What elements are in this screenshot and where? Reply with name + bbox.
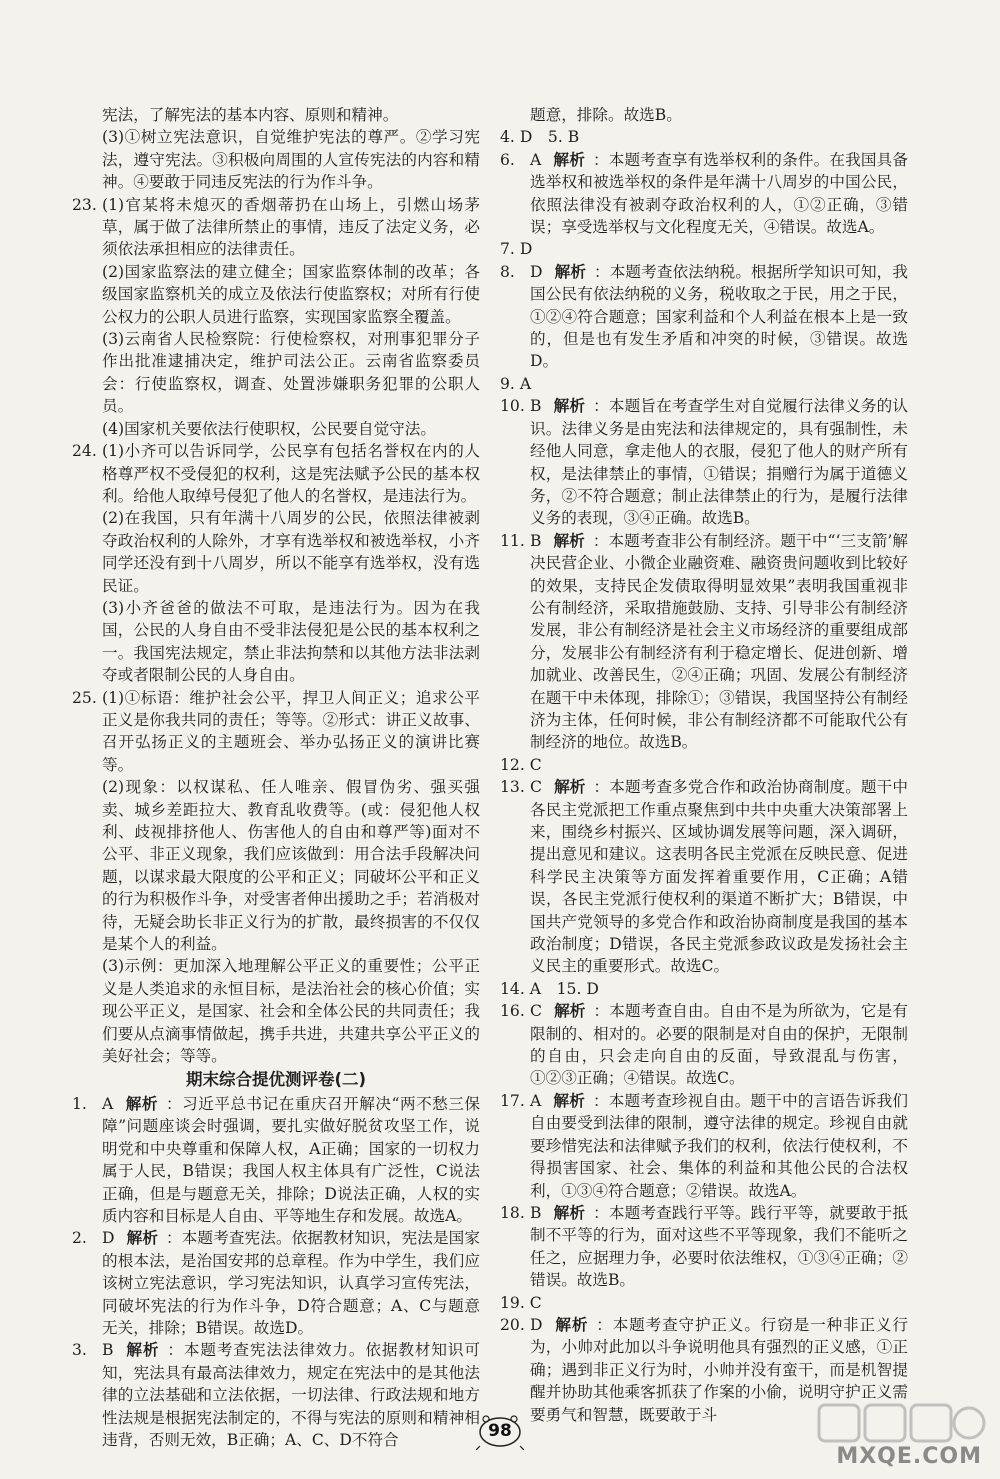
analysis-label: 解析 — [553, 1002, 586, 1021]
answer-letter: A — [530, 150, 542, 169]
question-number: 13. — [500, 778, 525, 797]
answer-part: (3)小齐爸爸的做法不可取，是违法行为。因为在我国，公民的人身自由不受非法侵犯是公民的基本权利之一。我国宪法规定，禁止非法拘禁和以其他方法非法剥夺或者限制公民的人身自由。 — [102, 598, 480, 685]
paragraph: 宪法，了解宪法的基本内容、原则和精神。 — [102, 106, 399, 124]
analysis-text: ：本题考查依法纳税。根据所学知识可知，我国公民有依法纳税的义务，税收取之于民，用之于民，①②④符合题意；国家利益和个人利益在根本上是一致的，但是也有发生矛盾和冲突的时候，③错误。故选D。 — [530, 262, 908, 371]
question-number: 1. — [72, 1094, 87, 1113]
analysis-label: 解析 — [125, 1341, 160, 1360]
short-answers: 4. D 5. B — [500, 128, 580, 147]
question-2 — [72, 1227, 480, 1339]
answer-letter: D — [102, 1229, 115, 1248]
question-16 — [500, 1000, 908, 1090]
question-13 — [500, 776, 908, 978]
answer-part: (2)在我国，只有年满十八周岁的公民，依照法律被剥夺政治权利的人除外，才享有选举权和被选举权，小齐同学还没有到十八周岁，所以不能享有选举权，没有选民证。 — [102, 509, 480, 595]
answer-letter: A — [102, 1094, 114, 1113]
analysis-text: ：本题旨在考查学生对自觉履行法律义务的认识。法律义务是由宪法和法律规定的，具有强制性，未经他人同意，拿走他人的衣服，侵犯了他人的财产所有权，是法律禁止的事情，①错误；捐赠行为属于道德义务，②不符合题意；制止法律禁止的行为，是履行法律义务的表现，③④正确。故选B。 — [530, 397, 908, 528]
answer-part: (2)现象：以权谋私、任人唯亲、假冒伪劣、强买强卖、城乡差距拉大、教育乱收费等。(或：侵犯他人权利、歧视排挤他人、伤害他人的自由和尊严等)面对不公平、非正义现象，我们应该做到：用合法手段解决问题，以谋求最大限度的公平和正义；同破坏公平和正义的行为积极作斗争，对受害者伸出援助之手；若消极对待，无疑会助长非正义行为的扩散，最终损害的不仅仅是某个人的利益。 — [102, 778, 480, 954]
short-answers: 12. C — [500, 755, 542, 774]
question-number: 23. — [72, 195, 97, 214]
answer-part: (1)①标语：维护社会公平，捍卫人间正义；追求公平正义是你我共同的责任；等等。②形式：讲正义故事、召开弘扬正义的主题班会、举办弘扬正义的演讲比赛等。 — [102, 688, 480, 774]
analysis-label: 解析 — [125, 1094, 158, 1113]
analysis-text: ：本题考查宪法。依据教材知识，宪法是国家的根本法，是治国安邦的总章程。作为中学生，我们应该树立宪法意识，学习宪法知识，认真学习宣传宪法，同破坏宪法的行为作斗争，D符合题意；A、C与题意无关，排除；B错误。故选D。 — [102, 1229, 480, 1337]
paragraph: 题意，排除。故选B。 — [530, 106, 682, 124]
question-18 — [500, 1202, 908, 1292]
question-number: 20. — [500, 1315, 525, 1334]
watermark-text: MXQE.COM — [836, 1444, 982, 1469]
analysis-label: 解析 — [553, 1203, 586, 1222]
question-8 — [500, 261, 908, 373]
question-1 — [72, 1093, 480, 1227]
answer-letter: B — [530, 1203, 542, 1222]
answer-part: (2)国家监察法的建立健全；国家监察体制的改革；各级国家监察机关的成立及依法行使监察权；对所有行使公权力的公职人员进行监察，实现国家监察全覆盖。 — [102, 262, 480, 326]
analysis-label: 解析 — [554, 262, 587, 281]
question-number: 16. — [500, 1002, 525, 1021]
question-number: 3. — [72, 1341, 87, 1360]
answer-part: (4)国家机关要依法行使职权，公民要自觉守法。 — [102, 419, 436, 438]
answer-letter: B — [530, 531, 542, 550]
answer-letter: D — [530, 1315, 543, 1334]
analysis-label: 解析 — [553, 150, 585, 169]
question-number: 10. — [500, 397, 525, 416]
answer-part: (1)小齐可以告诉同学，公民享有包括名誉权在内的人格尊严权不受侵犯的权利，这是宪法赋予公民的基本权利。给他人取绰号侵犯了他人的名誉权，是违法行为。 — [102, 442, 480, 505]
analysis-label: 解析 — [553, 531, 585, 550]
analysis-label: 解析 — [554, 1315, 589, 1334]
question-number: 17. — [500, 1091, 525, 1110]
question-24 — [72, 440, 480, 686]
analysis-label: 解析 — [553, 778, 586, 797]
analysis-text: ：本题考查自由。自由不是为所欲为，它是有限制的、相对的。必要的限制是对自由的保护，无限制的自由，只会走向自由的反面，导致混乱与伤害，①②③正确；④错误。故选C。 — [530, 1002, 908, 1088]
question-10 — [500, 395, 908, 529]
answer-part: (3)云南省人民检察院：行使检察权，对刑事犯罪分子作出批准逮捕决定，维护司法公正。云南省监察委员会：行使监察权，调查、处置涉嫌职务犯罪的公职人员。 — [102, 330, 480, 416]
question-number: 25. — [72, 688, 97, 707]
answer-part: (1)官某将未熄灭的香烟蒂扔在山场上，引燃山场茅草，属于做了法律所禁止的事情，违反了法定义务，必须依法承担相应的法律责任。 — [102, 195, 480, 259]
answer-letter: B — [530, 397, 542, 416]
page-number: 98 — [488, 1421, 512, 1441]
question-number: 11. — [500, 531, 525, 550]
question-17 — [500, 1090, 908, 1202]
analysis-label: 解析 — [553, 397, 586, 416]
analysis-text: ：本题考查守护正义。行窃是一种非正义行为，小帅对此加以斗争说明他具有强烈的正义感，①正确；遇到非正义行为时，小帅并没有蛮干，而是机智提醒并协助其他乘客抓获了作案的小偷，说明守护正义需要勇气和智慧，既要敢于斗 — [530, 1315, 908, 1424]
question-6 — [500, 149, 908, 239]
analysis-text: ：习近平总书记在重庆召开解决“两不愁三保障”问题座谈会时强调，要扎实做好脱贫攻坚工作，说明党和中央尊重和保障人权，A正确；国家的一切权力属于人民，B错误；我国人权主体具有广泛性，C说法正确，但是与题意无关，排除；D说法正确，人权的实质内容和目标是人自由、平等地生存和发展。故选A。 — [102, 1094, 480, 1225]
question-25 — [72, 687, 480, 1068]
short-answers: 14. A 15. D — [500, 979, 599, 998]
short-answers: 9. A — [500, 374, 532, 393]
question-number: 8. — [500, 262, 515, 281]
analysis-text: ：本题考查宪法法律效力。依据教材知识可知，宪法具有最高法律效力，规定在宪法中的是其他法律的立法基础和立法依据，一切法律、行政法规和地方性法规是根据宪法制定的，不得与宪法的原则和精神相违背，否则无效，B正确；A、C、D不符合 — [102, 1341, 480, 1449]
analysis-text: ：本题考查多党合作和政治协商制度。题干中各民主党派把工作重点聚焦到中共中央重大决策部署上来，围绕乡村振兴、区域协调发展等问题，深入调研，提出意见和建议。这表明各民主党派在反映民意、促进科学民主决策等方面发挥着重要作用，C正确；A错误，各民主党派行使权利的渠道不断扩大；B错误，中国共产党领导的多党合作和政治协商制度是我国的基本政治制度；D错误，各民主党派参政议政是发扬社会主义民主的重要形式。故选C。 — [530, 778, 908, 976]
answer-letter: C — [530, 1002, 542, 1021]
answer-letter: C — [530, 778, 542, 797]
analysis-label: 解析 — [126, 1229, 159, 1248]
answer-part: (3)示例：更加深入地理解公平正义的重要性；公平正义是人类追求的永恒目标，是法治社会的核心价值；实现公平正义，是国家、社会和全体公民的共同责任；我们要从点滴事情做起，携手共进，共建共享公平正义的美好社会；等等。 — [102, 957, 480, 1066]
question-number: 2. — [72, 1229, 87, 1248]
paragraph: (3)①树立宪法意识，自觉维护宪法的尊严。②学习宪法，遵守宪法。③积极向周围的人宣传宪法的内容和精神。④要敢于同违反宪法的行为作斗争。 — [102, 128, 480, 192]
analysis-text: ：本题考查享有选举权利的条件。在我国具备选举权和被选举权的条件是年满十八周岁的中国公民，依照法律没有被剥夺政治权利的人，①②正确，③错误；享受选举权与文化程度无关，④错误。故选A。 — [530, 150, 908, 237]
question-23 — [72, 194, 480, 440]
short-answers: 7. D — [500, 240, 533, 259]
right-column — [500, 104, 908, 1426]
question-11 — [500, 530, 908, 754]
section-title: 期末综合提优测评卷(二) — [185, 1070, 367, 1090]
question-number: 18. — [500, 1203, 525, 1222]
answer-letter: A — [530, 1091, 542, 1110]
question-3 — [72, 1339, 480, 1451]
answer-letter: B — [102, 1341, 114, 1360]
left-column — [72, 104, 480, 1451]
analysis-text: ：本题考查践行平等。践行平等，就要敢于抵制不平等的行为，面对这些不平等现象，我们不能听之任之，应据理力争，必要时依法维权，①③④正确；②错误。故选B。 — [530, 1203, 908, 1290]
short-answers: 19. C — [500, 1293, 542, 1312]
analysis-text: ：本题考查珍视自由。题干中的言语告诉我们自由要受到法律的限制，遵守法律的规定。珍视自由就要珍惜宪法和法律赋予我们的权利，依法行使权利，不得损害国家、社会、集体的利益和其他公民的合法权利，①③④符合题意；②错误。故选A。 — [530, 1091, 908, 1200]
answer-letter: D — [530, 262, 543, 281]
question-number: 24. — [72, 442, 97, 461]
analysis-text: ：本题考查非公有制经济。题干中“‘三支箭’解决民营企业、小微企业融资难、融资贵问题收到比较好的效果，支持民企发债取得明显效果”表明我国重视非公有制经济，采取措施鼓励、支持、引导非公有制经济发展，非公有制经济是社会主义市场经济的重要组成部分，发展非公有制经济有利于稳定增长、促进创新、增加就业、改善民生，②④正确；巩固、发展公有制经济在题干中未体现，排除①；③错误，我国坚持公有制经济为主体，任何时候，非公有制经济都不可能取代公有制经济的地位。故选B。 — [530, 531, 908, 752]
question-number: 6. — [500, 150, 515, 169]
analysis-label: 解析 — [553, 1091, 585, 1110]
